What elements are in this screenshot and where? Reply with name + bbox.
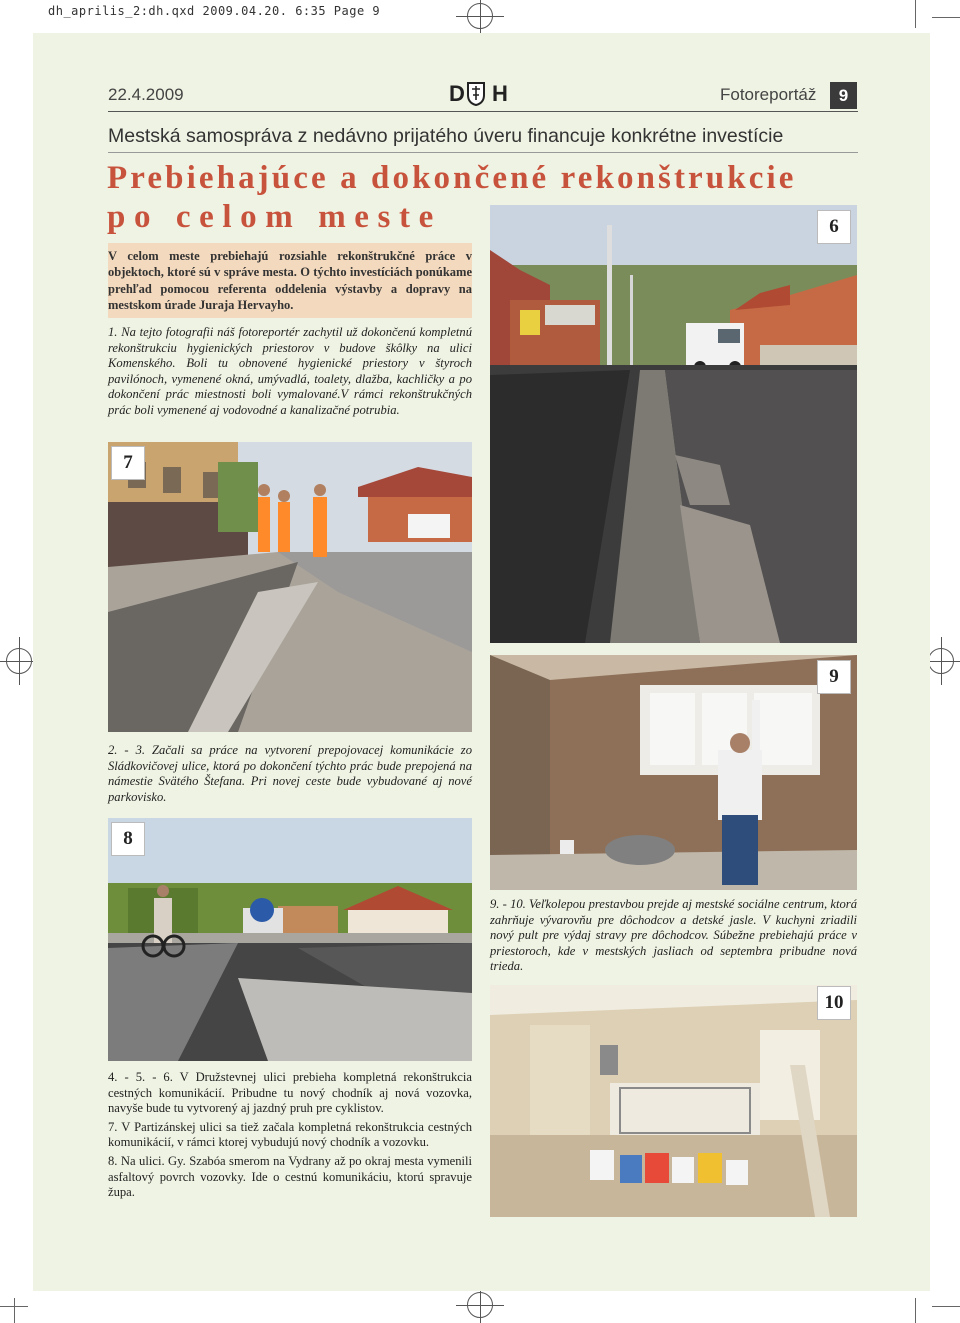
subheadline: Mestská samospráva z nedávno prijatého úveru financuje konkrétne investície: [108, 125, 784, 147]
crop-mark: [932, 1306, 960, 1307]
caption-1: 1. Na tejto fotografii náš fotoreportér zachytil už dokončenú kompletnú rekonštrukciu hygienických priestorov v budove škôlky na ulici Komenského. Boli tu obnovené hygienické priestory v štyroch pavilónoch, vymenené okná, umývadlá, toalety, dlažba, kachličky a po dokončení prác miestnosti boli vymalované.V rámci rekonštrukčných prác boli vymenené aj vodovodné a kanalizačné potrubia.: [108, 325, 472, 417]
crop-mark: [915, 1298, 916, 1323]
photo-7-workers-sidewalk: [108, 442, 472, 732]
photo-10-number-badge: 10: [817, 986, 851, 1020]
lead-paragraph: V celom meste prebiehajú rozsiahle rekonštrukčné práce v objektoch, ktoré sú v správe mesta. O týchto investíciách ponúkame prehľad pomocou referenta oddelenia výstavby a dopravy na mestskom úrade Juraja Hervayho.: [108, 249, 472, 313]
headline-line-1: Prebiehajúce a dokončené rekonštrukcie: [107, 160, 797, 196]
section-name: Fotoreportáž: [720, 85, 817, 104]
photo-8-number-badge: 8: [111, 822, 145, 856]
registration-mark-left: [6, 648, 32, 674]
caption-4c: 8. Na ulici. Gy. Szabóa smerom na Vydrany až po okraj mesta vymenili asfaltový povrch vozovky. Ide o cestnú komunikáciu, ktorú spravuje župa.: [108, 1153, 472, 1200]
svg-text:D: D: [449, 81, 465, 106]
photo-9-painter-interior: [490, 655, 857, 890]
subheadline-divider: [108, 152, 858, 153]
svg-text:H: H: [492, 81, 508, 106]
masthead-logo: [448, 80, 512, 106]
photo-6-road-reconstruction: [490, 205, 857, 643]
caption-2: 2. - 3. Začali sa práce na vytvorení prepojovacej komunikácie zo Sládkovičovej ulice, ktorá po dokončení týchto prác bude prepojená na námestie Svätého Štefana. Pri novej ceste bude vybudované aj nové parkovisko.: [108, 743, 472, 804]
issue-date: 22.4.2009: [108, 85, 184, 104]
registration-mark-bottom: [467, 1292, 493, 1318]
page-number-badge: 9: [830, 82, 857, 109]
crop-mark: [932, 17, 960, 18]
crop-mark: [915, 0, 916, 28]
header-divider: [108, 111, 858, 112]
photo-10-kitchen-interior: [490, 985, 857, 1217]
crop-mark: [14, 1298, 15, 1323]
photo-6-number-badge: 6: [817, 210, 851, 244]
caption-3: 9. - 10. Veľkolepou prestavbou prejde aj mestské sociálne centrum, ktorá zahrňuje vývarovňu pre dôchodcov a detské jasle. V kuchyni zriadili nový pult pre výdaj stravy pre dôchodcov. Súbežne prebiehajú práce v priestoroch, kde v mestských jasliach od septembra pribudne nová trieda.: [490, 897, 857, 974]
caption-4a: 4. - 5. - 6. V Družstevnej ulici prebieha kompletná rekonštrukcia cestných komunikácií. Pribudne tu nový chodník aj nová vozovka, navyše bude tu vytvorený aj jazdný pruh pre cyklistov.: [108, 1070, 472, 1116]
registration-mark-top: [467, 3, 493, 29]
caption-4: [108, 1070, 472, 1204]
photo-7-number-badge: 7: [111, 446, 145, 480]
caption-4b: 7. V Partizánskej ulici sa tiež začala kompletná rekonštrukcia cestných komunikácií, v rámci ktorej vybudujú nový chodník a vozovku.: [108, 1119, 472, 1150]
photo-8-cyclist-road: [108, 818, 472, 1061]
photo-9-number-badge: 9: [817, 660, 851, 694]
print-slug: dh_aprilis_2:dh.qxd 2009.04.20. 6:35 Page 9: [48, 4, 381, 18]
headline-line-2: po celom meste: [107, 199, 442, 235]
registration-mark-right: [928, 648, 954, 674]
